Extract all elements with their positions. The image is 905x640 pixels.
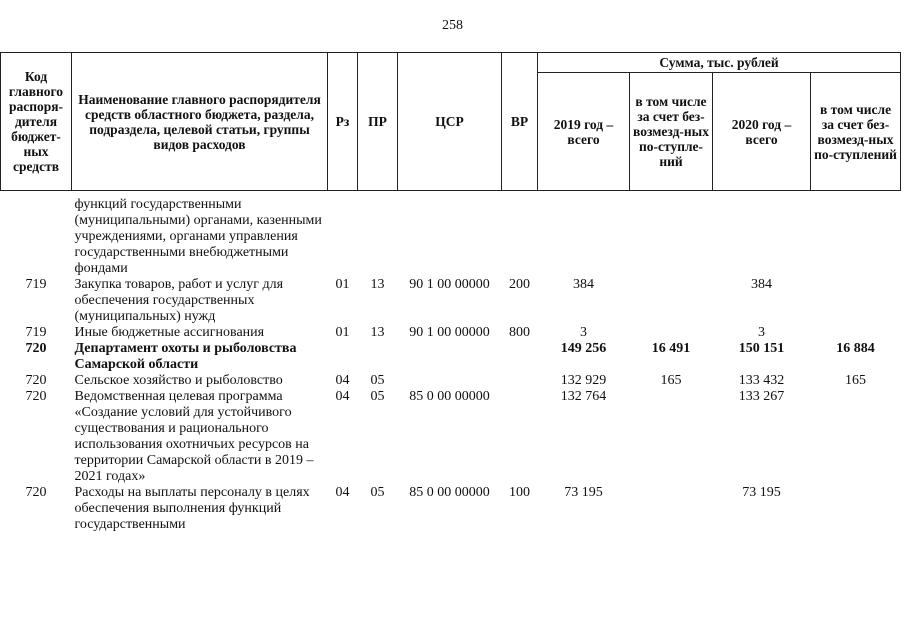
cell-2020-total: 133 432 — [738, 373, 785, 388]
header-2020-free: в том числе за счет без-возмезд-ных по-ступлений — [811, 73, 901, 191]
cell-pr — [358, 341, 398, 373]
table-header — [1, 53, 901, 191]
cell-name: Закупка товаров, работ и услуг для обеспечения государственных (муниципальных) нужд — [74, 277, 284, 324]
cell-vr: 800 — [509, 325, 530, 340]
budget-table — [0, 52, 901, 533]
cell-2019-total: 132 764 — [560, 389, 607, 404]
cell-code: 720 — [25, 373, 47, 388]
cell-pr: 05 — [370, 485, 385, 500]
header-sum: Сумма, тыс. рублей — [538, 53, 901, 73]
cell-2020-free: 165 — [845, 373, 867, 388]
table-row — [1, 197, 901, 277]
cell-csr — [398, 373, 502, 389]
cell-2020-free — [811, 325, 901, 341]
cell-code: 720 — [25, 389, 47, 404]
cell-vr — [502, 341, 538, 373]
table-row — [1, 389, 901, 485]
cell-2020-total — [713, 197, 811, 277]
cell-code: 719 — [25, 325, 47, 340]
cell-name: Ведомственная целевая программа «Создание условий для устойчивого существования и рационального использования охотничьих ресурсов на территории Самарской области в 2019 – 2021 годах» — [74, 389, 314, 484]
cell-2020-total: 3 — [758, 325, 765, 340]
cell-pr: 13 — [370, 277, 385, 292]
table-row — [1, 373, 901, 389]
cell-csr — [398, 341, 502, 373]
cell-pr: 05 — [370, 373, 385, 388]
cell-2019-free — [630, 325, 713, 341]
cell-2020-free — [811, 277, 901, 325]
header-vr: ВР — [502, 53, 538, 191]
table-row — [1, 485, 901, 533]
cell-2019-free — [630, 277, 713, 325]
cell-2020-free — [811, 197, 901, 277]
cell-code: 719 — [25, 277, 47, 292]
cell-name: Сельское хозяйство и рыболовство — [74, 373, 283, 388]
cell-name: Расходы на выплаты персоналу в целях обеспечения выполнения функций государственными — [74, 485, 310, 532]
cell-rz — [328, 341, 358, 373]
cell-code: 720 — [25, 485, 47, 500]
cell-rz: 04 — [335, 373, 350, 388]
cell-2019-total: 384 — [573, 277, 594, 292]
header-pr: ПР — [358, 53, 398, 191]
cell-name: Иные бюджетные ассигнования — [74, 325, 265, 340]
cell-2019-total: 132 929 — [560, 373, 607, 388]
cell-2019-total: 73 195 — [564, 485, 603, 500]
cell-2019-free — [630, 389, 713, 485]
header-rz: Рз — [328, 53, 358, 191]
table-body — [1, 191, 901, 534]
cell-2020-free — [811, 485, 901, 533]
header-2019-free: в том числе за счет без-возмезд-ных по-ступле-ний — [630, 73, 713, 191]
header-2019-total: 2019 год – всего — [538, 73, 630, 191]
cell-vr — [502, 389, 538, 485]
table-row — [1, 325, 901, 341]
cell-2019-total: 149 256 — [560, 341, 607, 356]
cell-csr — [398, 197, 502, 277]
cell-2019-free — [630, 485, 713, 533]
cell-2020-free: 16 884 — [836, 341, 875, 356]
cell-csr: 90 1 00 00000 — [409, 277, 490, 292]
cell-2019-total — [538, 197, 630, 277]
cell-2019-free: 165 — [660, 373, 682, 388]
cell-2020-free — [811, 389, 901, 485]
header-name: Наименование главного распорядителя средств областного бюджета, раздела, подраздела, целевой статьи, группы видов расходов — [72, 53, 328, 191]
table-row — [1, 341, 901, 373]
table-row — [1, 277, 901, 325]
header-2020-total: 2020 год – всего — [713, 73, 811, 191]
cell-code — [1, 197, 72, 277]
cell-2019-free — [630, 197, 713, 277]
cell-rz: 01 — [335, 277, 350, 292]
cell-code: 720 — [25, 341, 47, 356]
cell-rz — [328, 197, 358, 277]
cell-vr — [502, 373, 538, 389]
cell-rz: 04 — [335, 485, 350, 500]
page-number: 258 — [442, 18, 463, 33]
cell-2019-free: 16 491 — [651, 341, 691, 356]
cell-2020-total: 73 195 — [742, 485, 781, 500]
cell-2020-total: 150 151 — [738, 341, 785, 356]
cell-name: функций государственными (муниципальными) органами, казенными учреждениями, органами управления государственными внебюджетными фондами — [74, 197, 322, 276]
cell-2019-total: 3 — [580, 325, 587, 340]
header-code: Код главного распоря-дителя бюджет-ных средств — [1, 53, 72, 191]
cell-2020-total: 384 — [751, 277, 772, 292]
cell-csr: 90 1 00 00000 — [409, 325, 490, 340]
cell-rz: 04 — [335, 389, 350, 404]
header-csr: ЦСР — [398, 53, 502, 191]
cell-csr: 85 0 00 00000 — [409, 485, 490, 500]
cell-vr: 200 — [509, 277, 530, 292]
cell-name: Департамент охоты и рыболовства Самарской области — [74, 341, 297, 372]
cell-pr: 05 — [370, 389, 385, 404]
cell-vr — [502, 197, 538, 277]
cell-vr: 100 — [509, 485, 530, 500]
cell-2020-total: 133 267 — [738, 389, 785, 404]
cell-rz: 01 — [335, 325, 350, 340]
cell-pr: 13 — [370, 325, 385, 340]
cell-csr: 85 0 00 00000 — [409, 389, 490, 404]
cell-pr — [358, 197, 398, 277]
